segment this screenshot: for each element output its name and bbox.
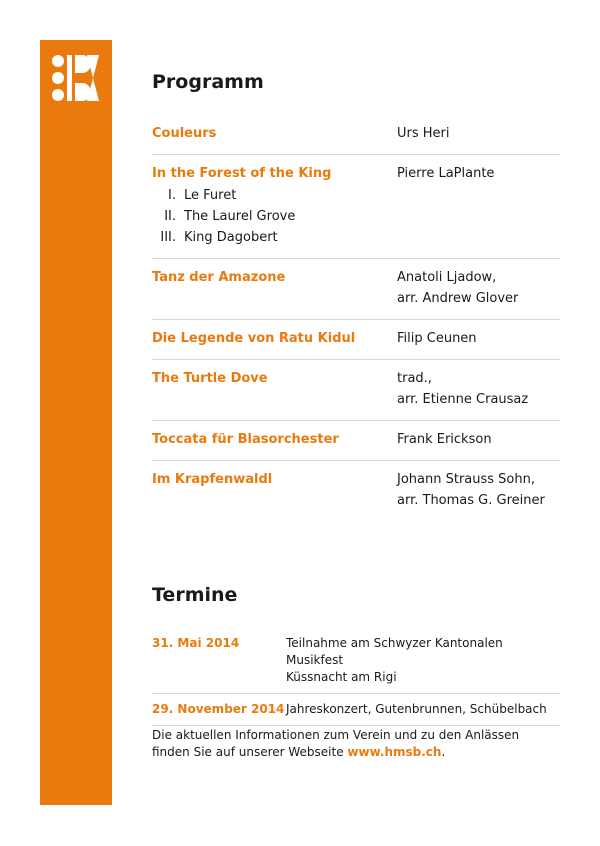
program-list (152, 115, 560, 521)
event-description (286, 635, 560, 686)
composer (397, 123, 560, 144)
composer-line: arr. Andrew Glover (397, 291, 519, 306)
composer-line: arr. Etienne Crausaz (397, 392, 529, 407)
movement-name: King Dagobert (184, 230, 278, 245)
program-item (152, 155, 560, 259)
events-heading: Termine (152, 584, 238, 606)
movement-number: I. (168, 188, 176, 203)
program-item-left (152, 368, 397, 410)
composer-line: Anatoli Ljadow, (397, 270, 497, 285)
piece-title: In the Forest of the King (152, 166, 332, 181)
website-link[interactable]: www.hmsb.ch (347, 745, 442, 759)
footer-note (152, 727, 572, 761)
composer (397, 469, 560, 511)
events-list (152, 628, 560, 726)
composer-line: Urs Heri (397, 126, 450, 141)
composer (397, 328, 560, 349)
program-item-left (152, 429, 397, 450)
program-item (152, 115, 560, 155)
program-item-left (152, 163, 397, 248)
event-description-line: Teilnahme am Schwyzer Kantonalen Musikfest (286, 636, 503, 667)
composer-line: Pierre LaPlante (397, 166, 495, 181)
event-description-line: Jahreskonzert, Gutenbrunnen, Schübelbach (286, 702, 547, 716)
footer-line-2 (152, 744, 572, 761)
composer (397, 368, 560, 410)
movement-item (152, 206, 397, 227)
program-item (152, 421, 560, 461)
orange-side-bar (40, 40, 112, 805)
program-item (152, 461, 560, 521)
piece-title: Toccata für Blasorchester (152, 432, 339, 447)
piece-title: Die Legende von Ratu Kidul (152, 331, 356, 346)
event-item (152, 628, 560, 694)
event-description-line: Küssnacht am Rigi (286, 670, 397, 684)
event-description (286, 701, 560, 718)
piece-title: Tanz der Amazone (152, 270, 286, 285)
footer-line-1: Die aktuellen Informationen zum Verein und zu den Anlässen (152, 728, 520, 742)
program-item-left (152, 267, 397, 309)
movement-name: Le Furet (184, 188, 237, 203)
movement-item (152, 185, 397, 206)
composer-line: trad., (397, 371, 432, 386)
composer-line: arr. Thomas G. Greiner (397, 493, 545, 508)
hmsb-logo (49, 52, 101, 104)
event-date: 31. Mai 2014 (152, 636, 240, 650)
piece-title: Couleurs (152, 126, 217, 141)
movement-list (152, 185, 397, 248)
composer (397, 429, 560, 450)
event-date: 29. November 2014 (152, 702, 285, 716)
movement-item (152, 227, 397, 248)
movement-name: The Laurel Grove (184, 209, 296, 224)
program-item (152, 320, 560, 360)
footer-line-2-suffix: . (441, 745, 446, 759)
movement-number: III. (160, 230, 176, 245)
piece-title: The Turtle Dove (152, 371, 268, 386)
program-item-left (152, 328, 397, 349)
program-heading: Programm (152, 71, 264, 93)
piece-title: Im Krapfenwaldl (152, 472, 273, 487)
composer (397, 163, 560, 248)
composer (397, 267, 560, 309)
event-item (152, 694, 560, 726)
composer-line: Johann Strauss Sohn, (397, 472, 535, 487)
program-item-left (152, 469, 397, 511)
program-item (152, 360, 560, 421)
program-item (152, 259, 560, 320)
composer-line: Filip Ceunen (397, 331, 477, 346)
footer-line-2-prefix: finden Sie auf unserer Webseite (152, 745, 348, 759)
composer-line: Frank Erickson (397, 432, 492, 447)
program-item-left (152, 123, 397, 144)
movement-number: II. (164, 209, 176, 224)
